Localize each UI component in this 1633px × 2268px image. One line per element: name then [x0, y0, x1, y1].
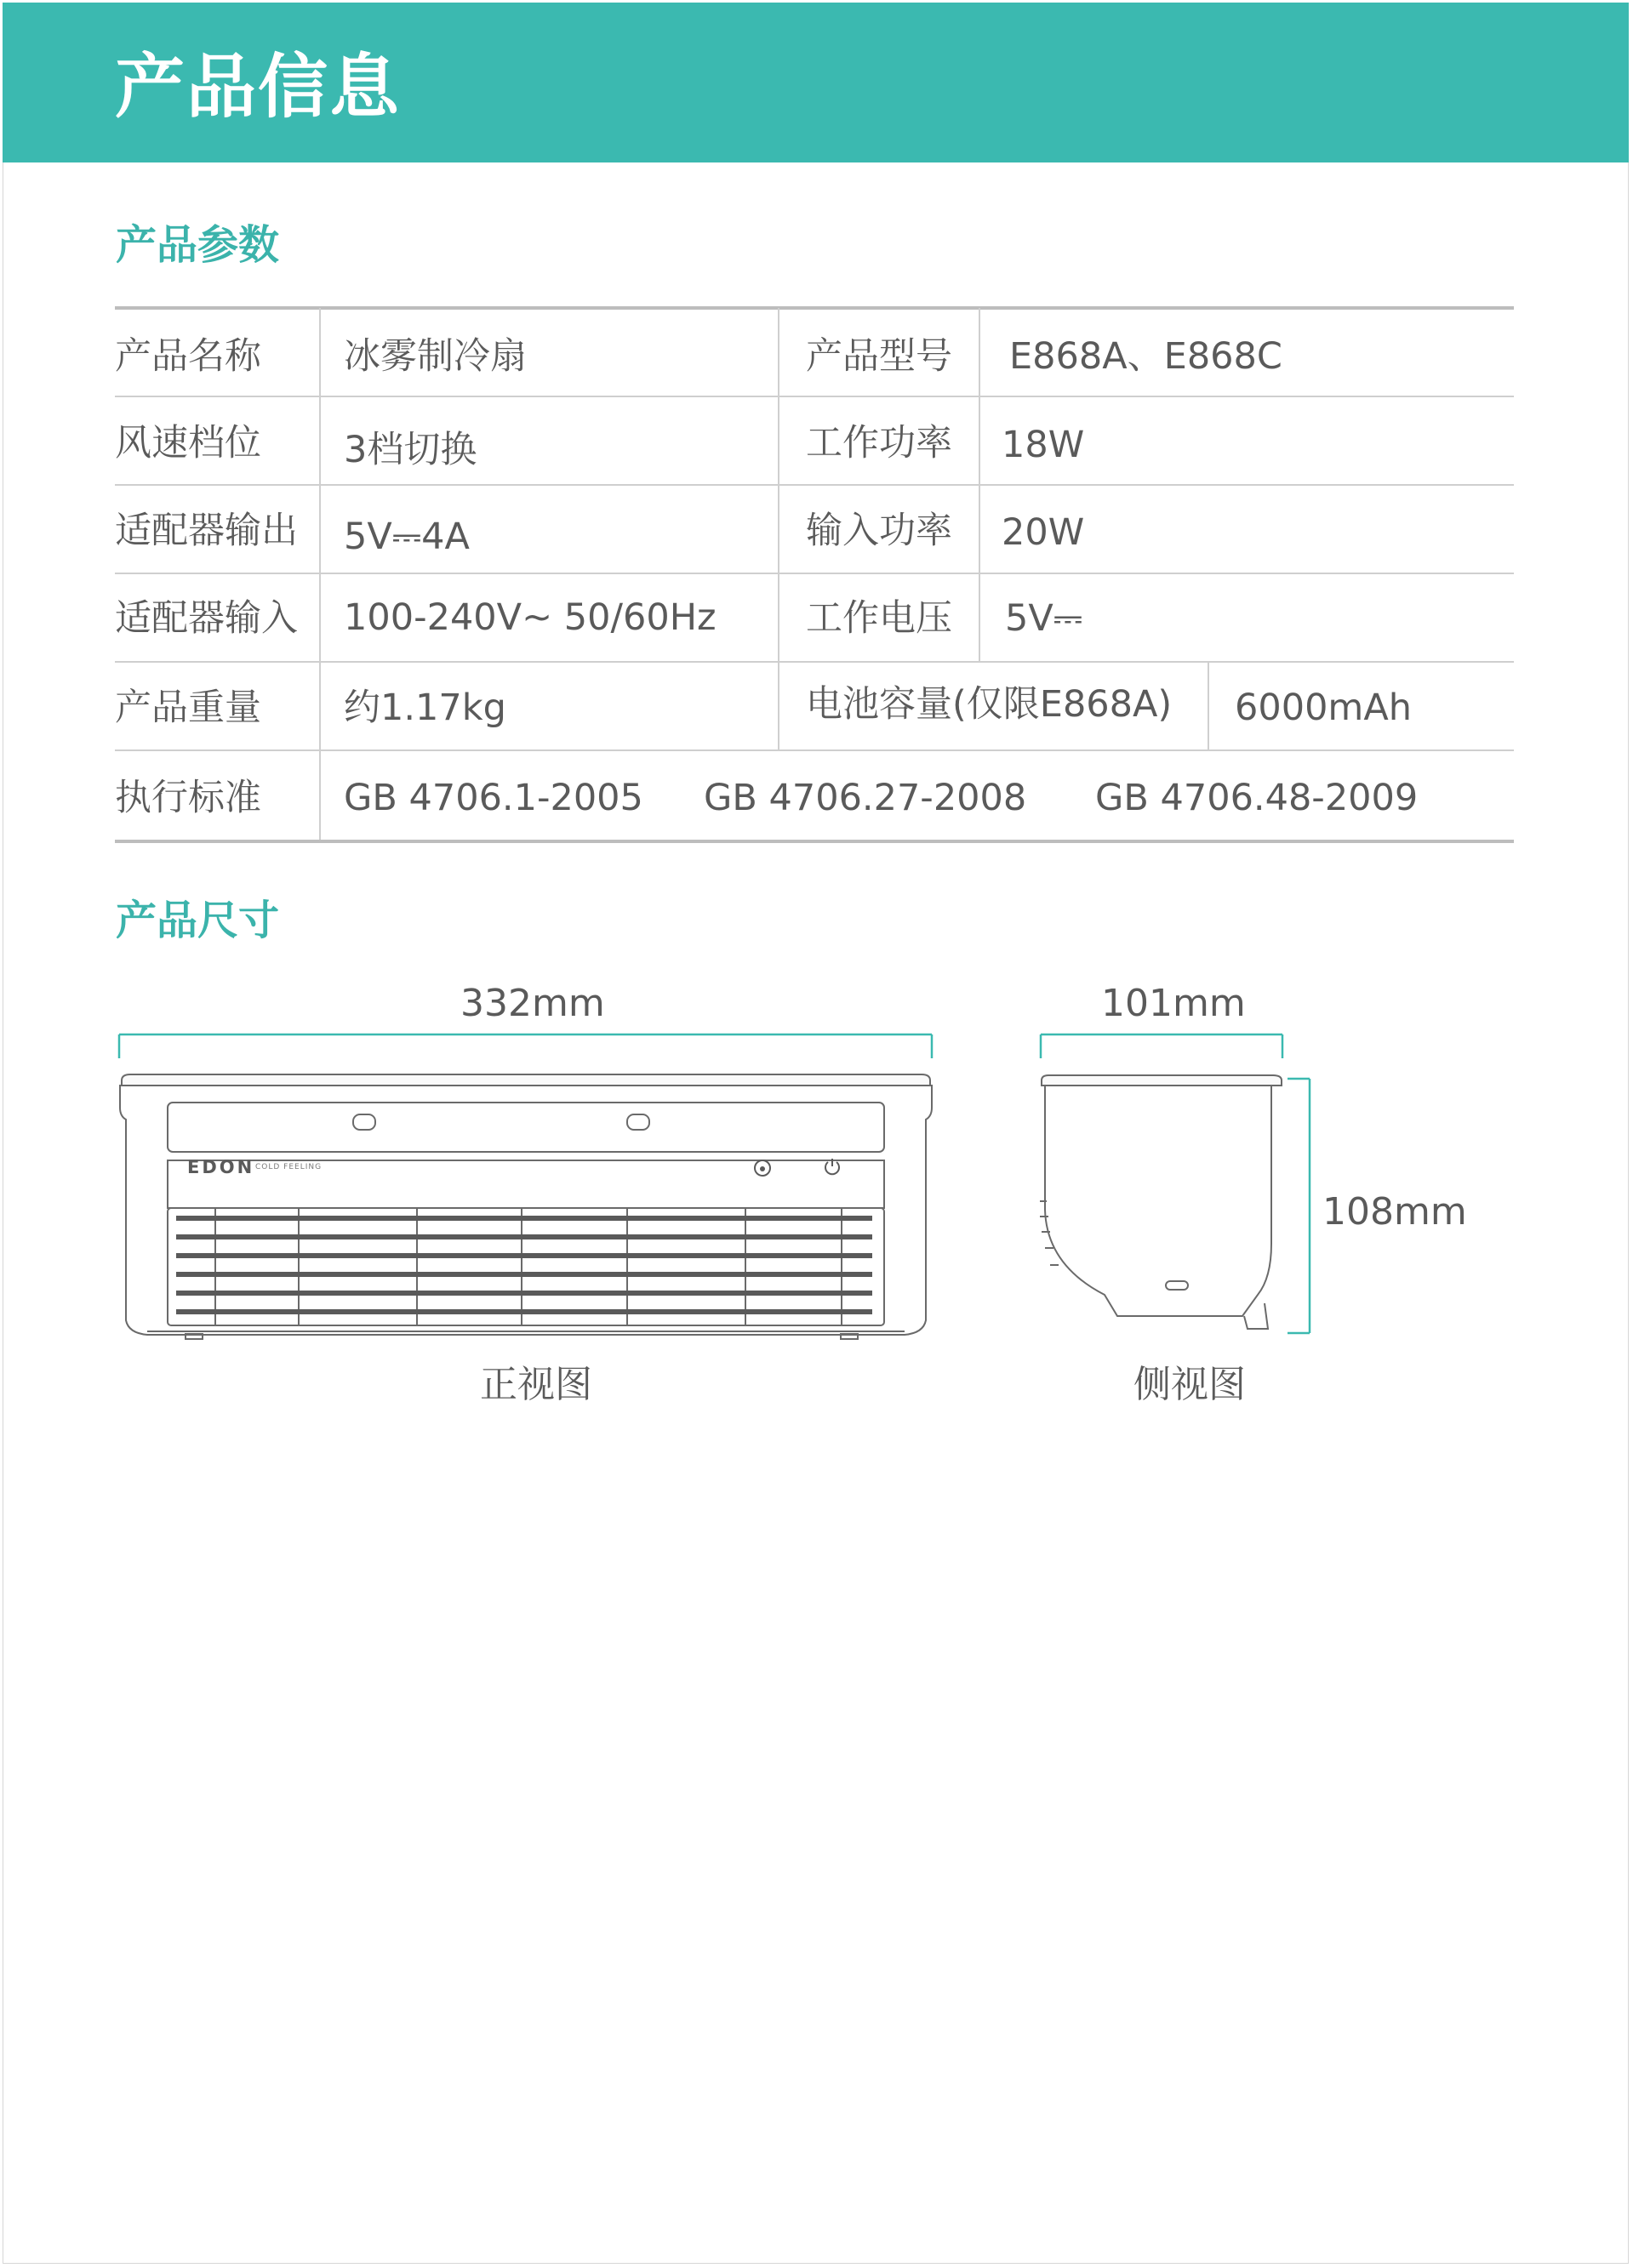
section-title-params: 产品参数: [116, 221, 280, 269]
value-input-power: 20W: [1002, 511, 1085, 554]
mist-icon: [753, 1159, 772, 1177]
value-voltage: 5V⎓: [1005, 597, 1083, 640]
side-view-drawing: [1036, 1074, 1287, 1344]
value-battery: 6000mAh: [1235, 687, 1412, 729]
front-view-caption: 正视图: [480, 1363, 592, 1406]
label-work-power: 工作功率: [806, 422, 952, 464]
value-adapter-input: 100-240V~ 50/60Hz: [344, 596, 717, 639]
label-model: 产品型号: [806, 335, 952, 378]
value-speed: 3档切换: [344, 429, 477, 471]
value-standard-3: GB 4706.48-2009: [1095, 777, 1419, 819]
height-dimension-label: 108mm: [1322, 1190, 1467, 1234]
label-battery: 电池容量(仅限E868A): [806, 683, 1173, 726]
power-icon: [822, 1157, 842, 1177]
depth-dimension-label: 101mm: [1101, 982, 1246, 1025]
label-weight: 产品重量: [115, 687, 261, 729]
value-work-power: 18W: [1002, 424, 1085, 466]
label-adapter-input: 适配器输入: [115, 597, 298, 640]
value-adapter-output: 5V⎓4A: [344, 516, 470, 558]
label-product-name: 产品名称: [115, 335, 261, 378]
brand-tagline: COLD FEELING: [255, 1163, 323, 1171]
label-input-power: 输入功率: [806, 510, 952, 552]
value-standard-1: GB 4706.1-2005: [344, 777, 643, 819]
value-model: E868A、E868C: [1009, 335, 1282, 378]
label-adapter-output: 适配器输出: [115, 510, 298, 552]
value-product-name: 冰雾制冷扇: [344, 335, 527, 378]
width-dimension-label: 332mm: [460, 982, 605, 1025]
label-standard: 执行标准: [115, 777, 261, 819]
page-title: 产品信息: [115, 47, 402, 128]
brand-logo: EDON: [187, 1157, 255, 1177]
section-title-size: 产品尺寸: [116, 897, 280, 944]
label-speed: 风速档位: [115, 422, 261, 464]
side-view-caption: 侧视图: [1133, 1363, 1246, 1406]
label-voltage: 工作电压: [806, 597, 952, 640]
front-view-drawing: [113, 1074, 939, 1348]
value-weight: 约1.17kg: [344, 687, 506, 729]
value-standard-2: GB 4706.27-2008: [704, 777, 1027, 819]
